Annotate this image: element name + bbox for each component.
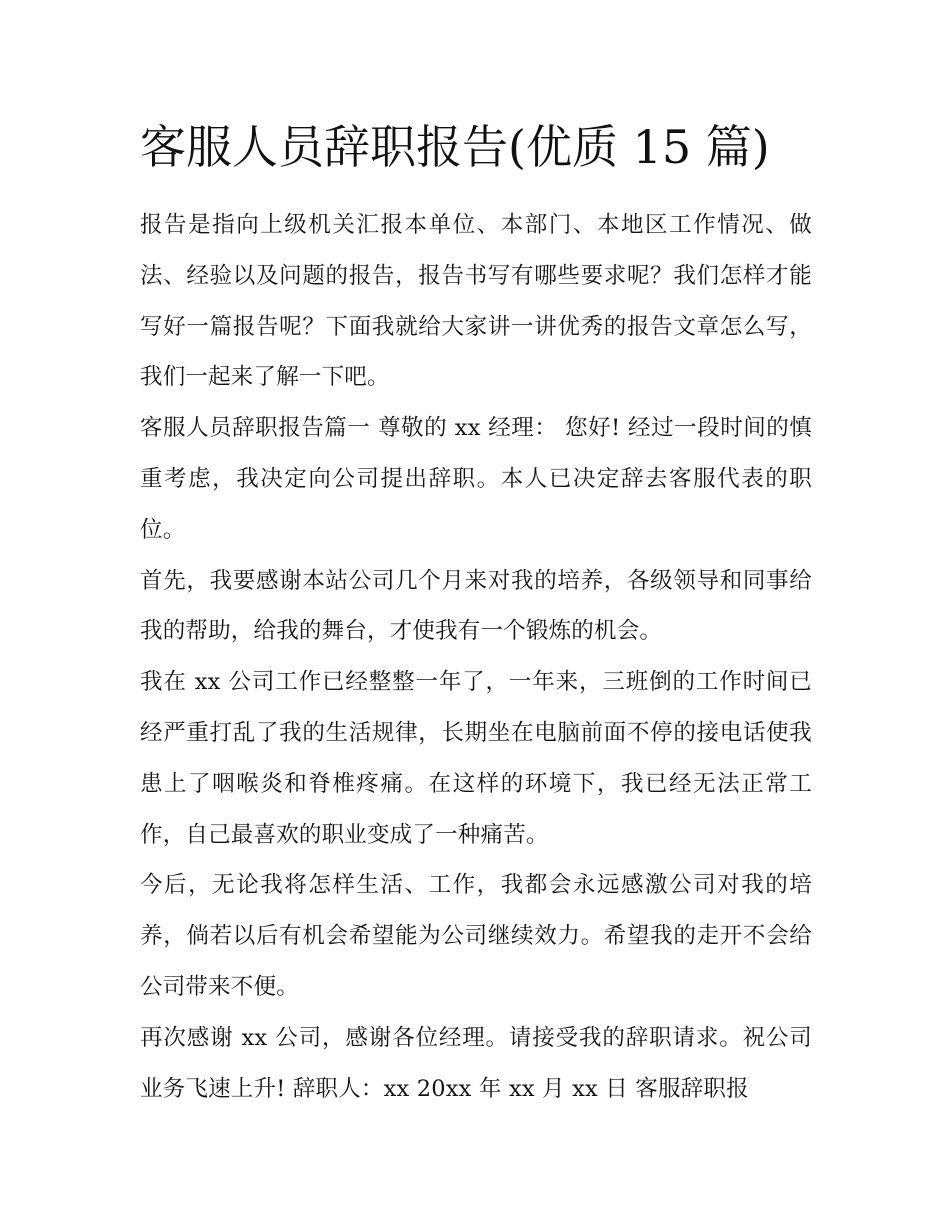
- paragraph-future: 今后，无论我将怎样生活、工作，我都会永远感激公司对我的培养，倘若以后有机会希望能为公司继续效力。希望我的走开不会给公司带来不便。: [140, 872, 812, 1000]
- document-body: [140, 200, 812, 1114]
- paragraph-thanks: 首先，我要感谢本站公司几个月来对我的培养，各级领导和同事给我的帮助，给我的舞台，才使我有一个锻炼的机会。: [140, 567, 812, 645]
- paragraph-reason: 我在 xx 公司工作已经整整一年了，一年来，三班倒的工作时间已经严重打乱了我的生活规律，长期坐在电脑前面不停的接电话使我患上了咽喉炎和脊椎疼痛。在这样的环境下，我已经无法正常工作，自己最喜欢的职业变成了一种痛苦。: [140, 669, 812, 848]
- paragraph-intro: 报告是指向上级机关汇报本单位、本部门、本地区工作情况、做法、经验以及问题的报告，报告书写有哪些要求呢？我们怎样才能写好一篇报告呢？下面我就给大家讲一讲优秀的报告文章怎么写，我们一起来了解一下吧。: [140, 212, 812, 391]
- paragraph-salutation: 客服人员辞职报告篇一 尊敬的 xx 经理： 您好! 经过一段时间的慎重考虑，我决定向公司提出辞职。本人已决定辞去客服代表的职位。: [140, 415, 812, 543]
- paragraph-closing: 再次感谢 xx 公司，感谢各位经理。请接受我的辞职请求。祝公司业务飞速上升! 辞职人：xx 20xx 年 xx 月 xx 日 客服辞职报: [140, 1024, 812, 1102]
- document-title: 客服人员辞职报告(优质 15 篇): [140, 120, 770, 174]
